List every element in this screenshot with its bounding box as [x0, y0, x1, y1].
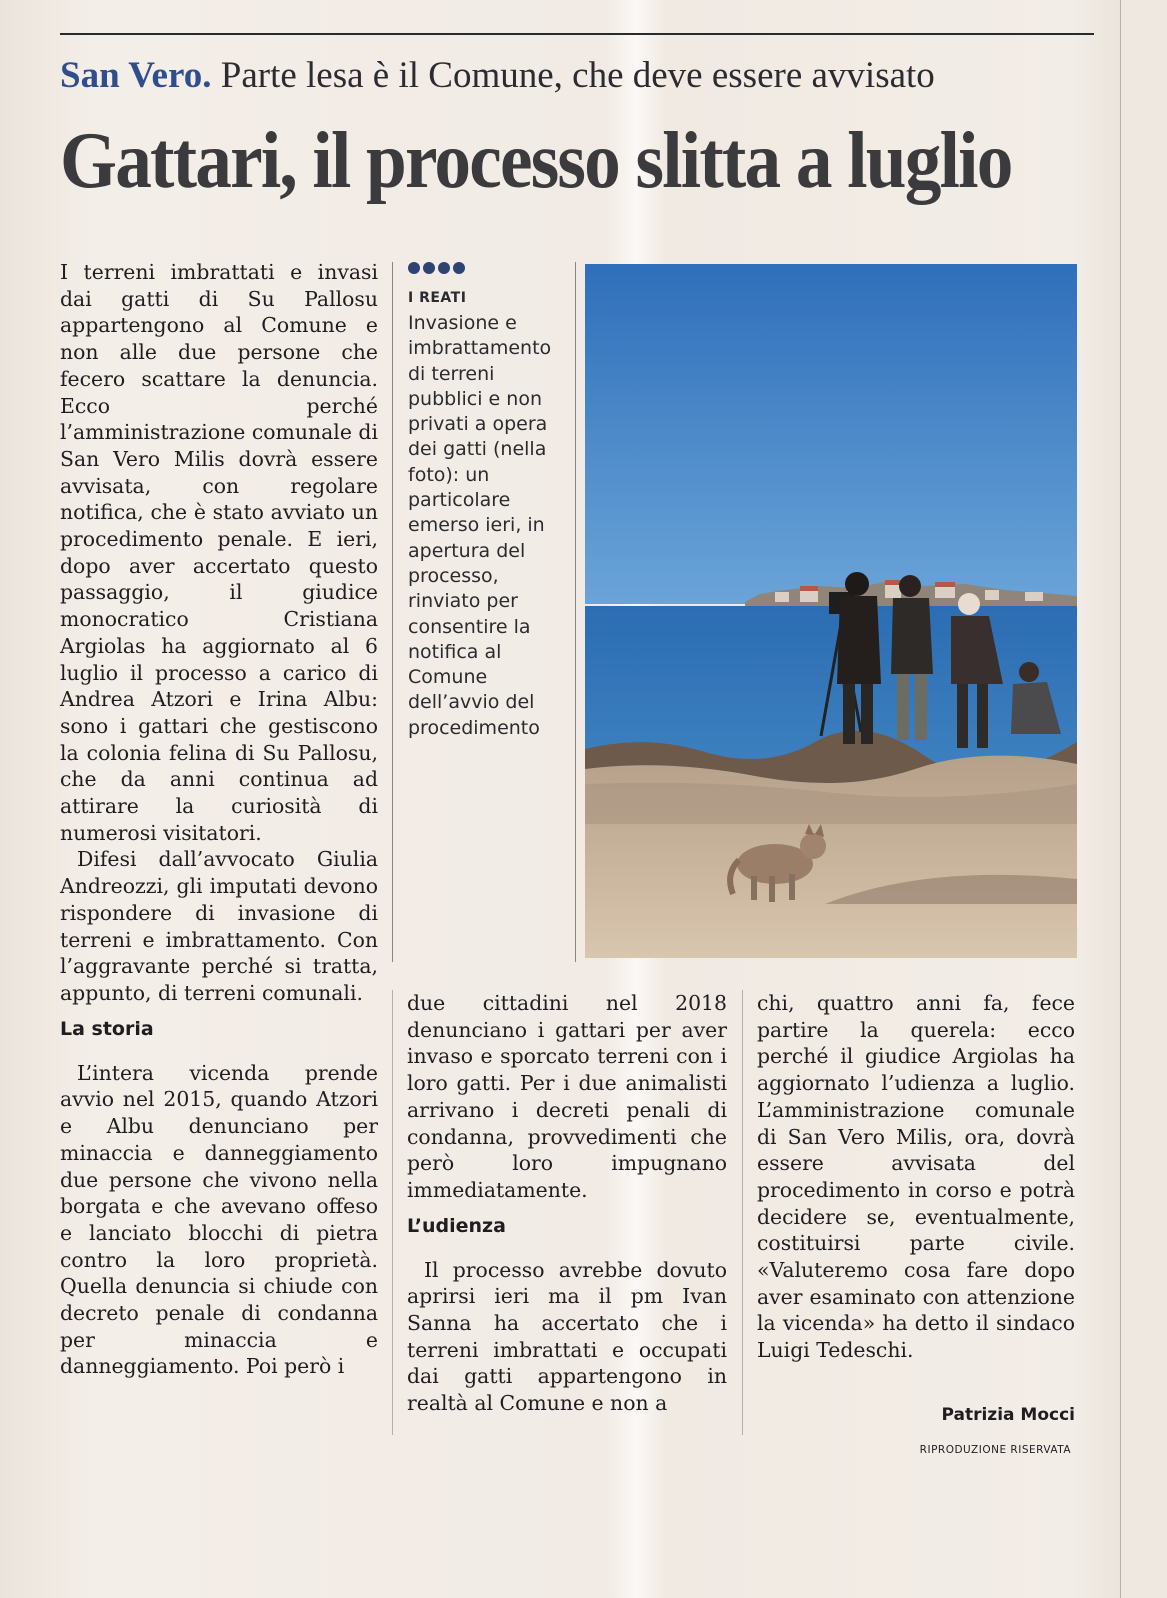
- column-3: [757, 990, 1075, 1364]
- paragraph: Il processo avrebbe dovuto aprirsi ieri ma il pm Ivan Sanna ha accertato che i terreni imbrattati e occupati dai gatti appartengono in realtà al Comune e non a: [407, 1257, 727, 1416]
- headline: Gattari, il processo slitta a luglio: [60, 115, 1012, 205]
- sidebar-rule: [575, 262, 576, 962]
- copyright-notice: RIPRODUZIONE RISERVATA: [919, 1444, 1071, 1456]
- paragraph: Difesi dall’avvocato Giulia Andreozzi, gli imputati devono rispondere di invasione di terreni e imbrattamento. Con l’aggravante perché si tratta, appunto, di terreni comunali.: [60, 847, 378, 1005]
- byline: Patrizia Mocci: [941, 1405, 1075, 1425]
- column-1: [60, 259, 378, 1380]
- column-rule: [392, 262, 393, 962]
- sky: [585, 264, 1077, 604]
- column-2: [407, 990, 727, 1417]
- kicker: [60, 52, 1094, 100]
- paragraph: L’intera vicenda prende avvio nel 2015, quando Atzori e Albu denunciano per minaccia e danneggiamento due persone che vivono nella borgata e che avevano offeso e lanciato blocchi di pietra contro la loro proprietà. Quella denuncia si chiude con decreto penale di condanna per minaccia e danneggiamento. Poi però i: [60, 1060, 378, 1379]
- column-rule: [742, 990, 743, 1435]
- bullet-dots-icon: [408, 262, 572, 274]
- column-rule: [392, 990, 393, 1435]
- sidebar-label: I REATI: [408, 290, 467, 306]
- paragraph: chi, quattro anni fa, fece partire la querela: ecco perché il giudice Argiolas ha aggiornato l’udienza a luglio. L’amministrazione comunale di San Vero Milis, ora, dovrà essere avvisata del procedimento in corso e potrà decidere se, eventualmente, costituirsi parte civile. «Valuteremo cosa fare dopo aver esaminato con attenzione la vicenda» ha detto il sindaco Luigi Tedeschi.: [757, 991, 1075, 1363]
- page-edge: [1120, 0, 1167, 1598]
- sidebar-i-reati: [408, 262, 572, 741]
- paragraph: I terreni imbrattati e invasi dai gatti di Su Pallosu appartengono al Comune e non alle due persone che fecero scattare la denuncia. Ecco perché l’amministrazione comunale di San Vero Milis dovrà essere avvisata, con regolare notifica, che è stato avviato un procedimento penale. E ieri, dopo aver accertato questo passaggio, il giudice monocratico Cristiana Argiolas ha aggiornato al 6 luglio il processo a carico di Andrea Atzori e Irina Albu: sono i gattari che gestiscono la colonia felina di Su Pallosu, che da anni continua ad attirare la curiosità di numerosi visitatori.: [60, 260, 378, 845]
- photo-beach-cat: [585, 264, 1077, 958]
- sidebar-text: Invasione e imbrattamento di terreni pubblici e non privati a opera dei gatti (nella foto): un particolare emerso ieri, in apertura del processo, rinviato per consentire la notifica al Comune dell’avvio del procedimento: [408, 312, 552, 739]
- subhead-la-storia: La storia: [60, 1017, 154, 1040]
- kicker-place: San Vero.: [60, 55, 212, 96]
- top-rule: [60, 33, 1094, 35]
- paragraph: due cittadini nel 2018 denunciano i gattari per aver invaso e sporcato terreni con i loro gatti. Per i due animalisti arrivano i decreti penali di condanna, provvedimenti che però loro impugnano immediatamente.: [407, 991, 727, 1202]
- subhead-l-udienza: L’udienza: [407, 1214, 506, 1237]
- kicker-text: Parte lesa è il Comune, che deve essere avvisato: [220, 55, 935, 96]
